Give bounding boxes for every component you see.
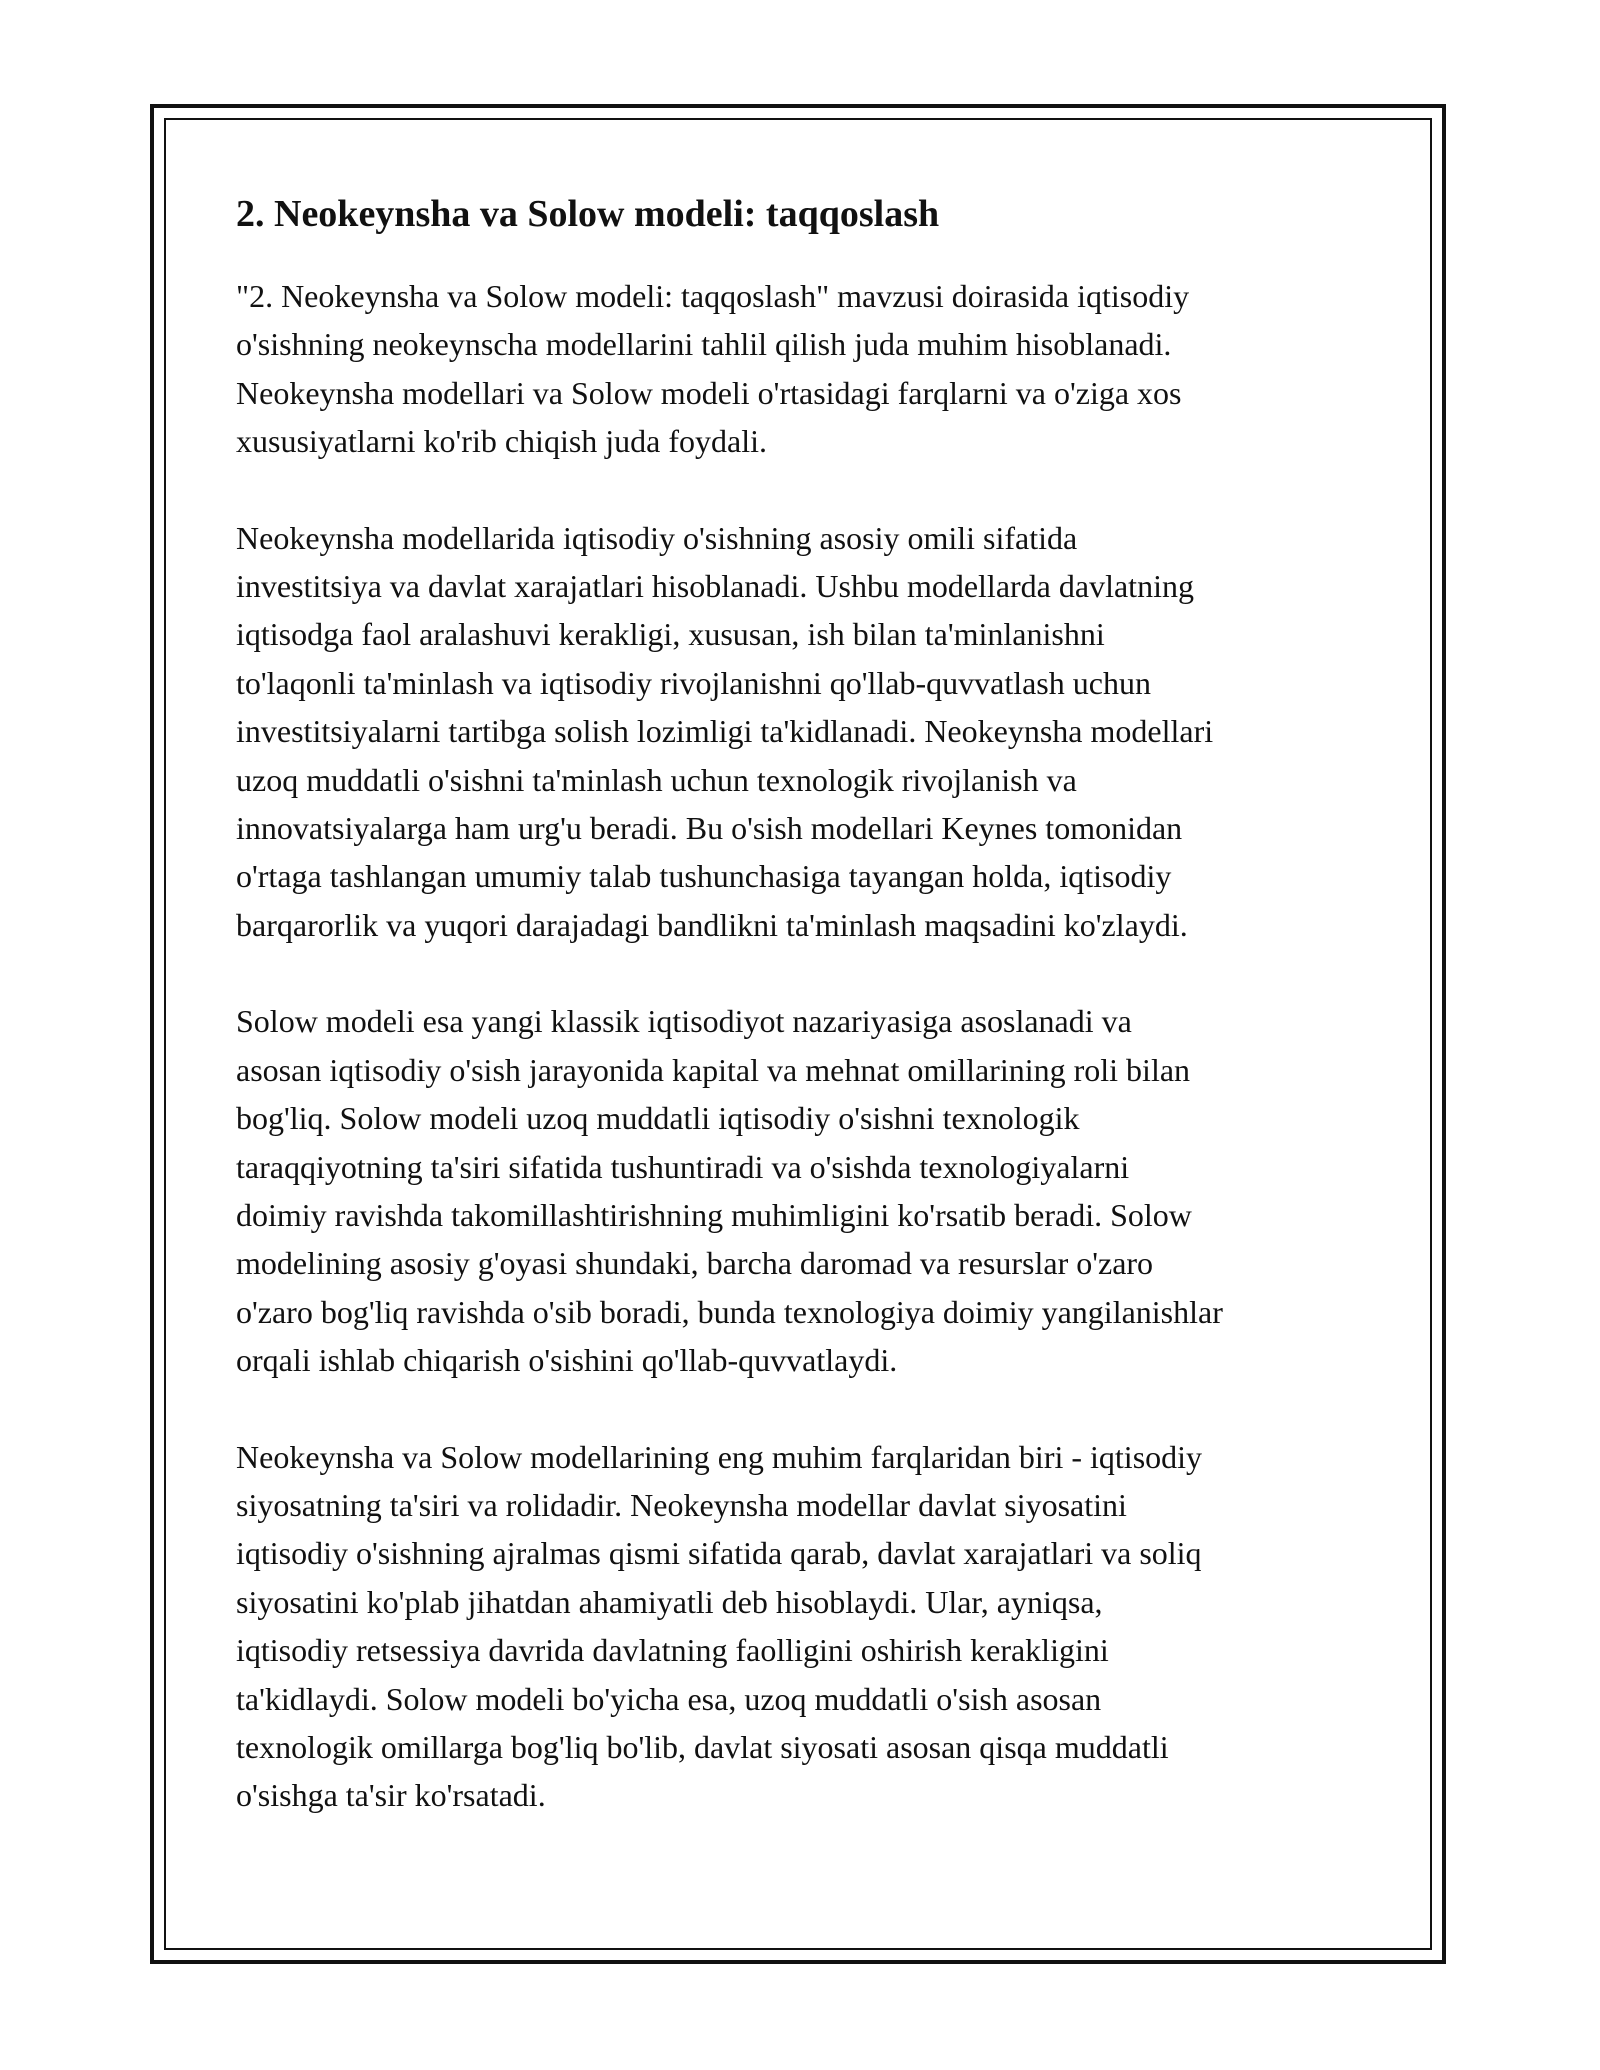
paragraph-line: Neokeynsha va Solow modellarining eng muhim farqlaridan biri - iqtisodiy xyxy=(236,1438,1203,1475)
paragraph-line: innovatsiyalarga ham urg'u beradi. Bu o'sish modellari Keynes tomonidan xyxy=(236,810,1183,847)
paragraph-line: Solow modeli esa yangi klassik iqtisodiyot nazariyasiga asoslanadi va xyxy=(236,1003,1132,1040)
paragraph xyxy=(236,514,1386,950)
paragraph-line: bog'liq. Solow modeli uzoq muddatli iqtisodiy o'sishni texnologik xyxy=(236,1100,1080,1137)
paragraph-line: siyosatini ko'plab jihatdan ahamiyatli deb hisoblaydi. Ular, ayniqsa, xyxy=(236,1583,1103,1620)
document-body xyxy=(236,188,1386,1868)
paragraph-line: uzoq muddatli o'sishni ta'minlash uchun texnologik rivojlanish va xyxy=(236,761,1077,798)
paragraph-line: barqarorlik va yuqori darajadagi bandlikni ta'minlash maqsadini ko'zlaydi. xyxy=(236,906,1188,943)
paragraph-line: ta'kidlaydi. Solow modeli bo'yicha esa, uzoq muddatli o'sish asosan xyxy=(236,1680,1102,1717)
paragraph xyxy=(236,1433,1386,1820)
section-heading: 2. Neokeynsha va Solow modeli: taqqoslash xyxy=(236,193,940,235)
paragraph xyxy=(236,997,1386,1384)
paragraph-line: Neokeynsha modellarida iqtisodiy o'sishning asosiy omili sifatida xyxy=(236,519,1078,556)
paragraph-line: orqali ishlab chiqarish o'sishini qo'llab-quvvatlaydi. xyxy=(236,1342,898,1379)
paragraph-line: asosan iqtisodiy o'sish jarayonida kapital va mehnat omillarining roli bilan xyxy=(236,1051,1191,1088)
paragraph-line: o'sishga ta'sir ko'rsatadi. xyxy=(236,1777,546,1814)
paragraph-line: o'zaro bog'liq ravishda o'sib boradi, bunda texnologiya doimiy yangilanishlar xyxy=(236,1293,1223,1330)
paragraph-line: investitsiya va davlat xarajatlari hisoblanadi. Ushbu modellarda davlatning xyxy=(236,568,1194,605)
paragraph-line: to'laqonli ta'minlash va iqtisodiy rivojlanishni qo'llab-quvvatlash uchun xyxy=(236,664,1151,701)
paragraph-line: iqtisodiy o'sishning ajralmas qismi sifatida qarab, davlat xarajatlari va soliq xyxy=(236,1535,1202,1572)
paragraph-line: doimiy ravishda takomillashtirishning muhimligini ko'rsatib beradi. Solow xyxy=(236,1196,1192,1233)
paragraph-line: siyosatning ta'siri va rolidadir. Neokeynsha modellar davlat siyosatini xyxy=(236,1486,1127,1523)
paragraph-line: o'rtaga tashlangan umumiy talab tushunchasiga tayangan holda, iqtisodiy xyxy=(236,858,1172,895)
paragraph-line: investitsiyalarni tartibga solish lozimligi ta'kidlanadi. Neokeynsha modellari xyxy=(236,713,1214,750)
paragraph-line: iqtisodga faol aralashuvi kerakligi, xususan, ish bilan ta'minlanishni xyxy=(236,616,1105,653)
paragraph-line: texnologik omillarga bog'liq bo'lib, davlat siyosati asosan qisqa muddatli xyxy=(236,1728,1169,1765)
paragraph-line: o'sishning neokeynscha modellarini tahlil qilish juda muhim hisoblanadi. xyxy=(236,326,1172,363)
paragraph-line: iqtisodiy retsessiya davrida davlatning faolligini oshirish kerakligini xyxy=(236,1632,1109,1669)
paragraph-line: "2. Neokeynsha va Solow modeli: taqqoslash" mavzusi doirasida iqtisodiy xyxy=(236,278,1190,314)
paragraph-list xyxy=(236,272,1386,1820)
paragraph-line: modelining asosiy g'oyasi shundaki, barcha daromad va resurslar o'zaro xyxy=(236,1245,1154,1282)
paragraph xyxy=(236,272,1386,466)
paragraph-line: taraqqiyotning ta'siri sifatida tushuntiradi va o'sishda texnologiyalarni xyxy=(236,1148,1130,1185)
paragraph-line: xususiyatlarni ko'rib chiqish juda foydali. xyxy=(236,423,768,460)
paragraph-line: Neokeynsha modellari va Solow modeli o'rtasidagi farqlarni va o'ziga xos xyxy=(236,374,1182,411)
